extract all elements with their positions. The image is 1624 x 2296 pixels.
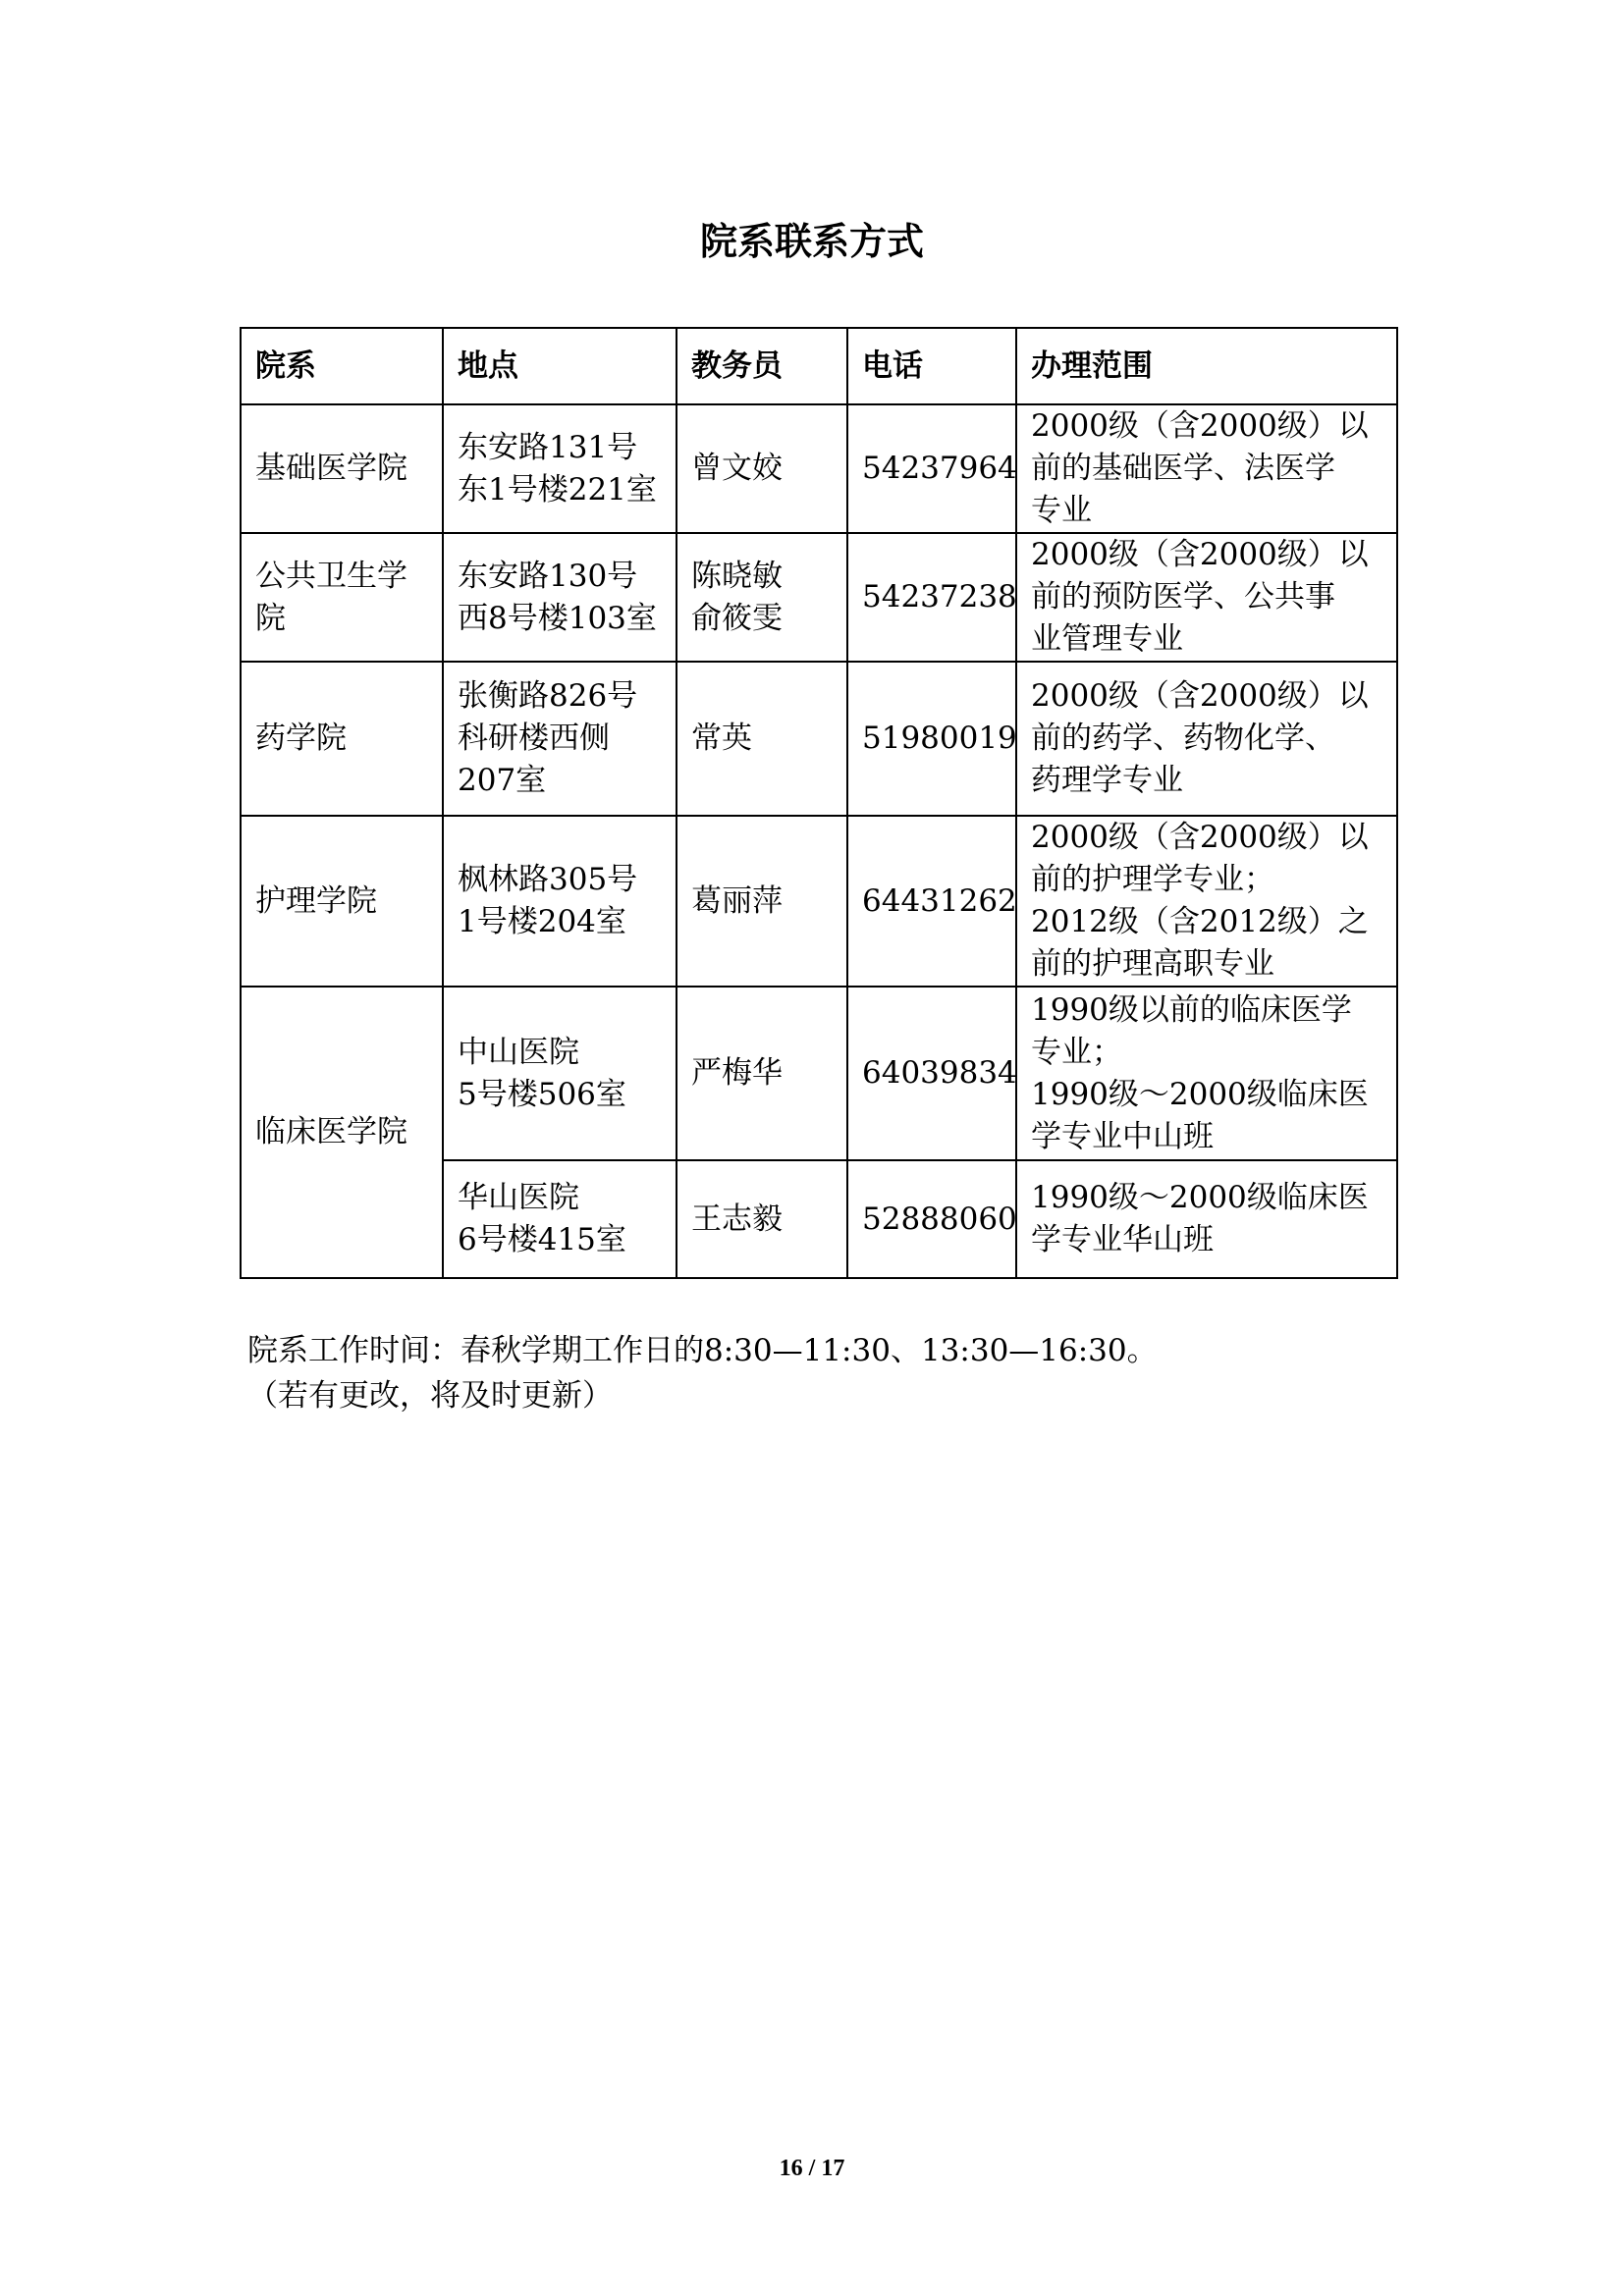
phone-number: 54237238 — [862, 579, 1017, 614]
location-cell — [443, 533, 677, 662]
page-number: 16 / 17 — [779, 2156, 845, 2181]
department-cell — [241, 816, 443, 987]
staff-name: 陈晓敏 — [691, 558, 783, 594]
staff-cell — [677, 662, 847, 816]
department-cell — [241, 404, 443, 533]
scope-line: 业管理专业 — [1031, 621, 1183, 657]
location-cell — [443, 662, 677, 816]
update-note-text: （若有更改，将及时更新） — [247, 1378, 613, 1414]
scope-line: 2012级（含2012级）之 — [1031, 904, 1369, 939]
staff-name: 王志毅 — [691, 1201, 783, 1237]
staff-name: 严梅华 — [691, 1055, 783, 1091]
scope-cell — [1016, 987, 1397, 1160]
scope-line: 前的预防医学、公共事 — [1031, 579, 1335, 614]
header-phone: 电话 — [847, 328, 1016, 404]
location-line: 东1号楼221室 — [458, 471, 657, 507]
scope-line: 1990级～2000级临床医 — [1031, 1076, 1369, 1112]
scope-line: 专业； — [1031, 1034, 1122, 1070]
scope-cell — [1016, 1160, 1397, 1278]
scope-line: 前的基础医学、法医学 — [1031, 451, 1335, 486]
staff-cell — [677, 987, 847, 1160]
phone-number: 51980019 — [862, 721, 1017, 756]
scope-cell — [1016, 662, 1397, 816]
phone-number: 52888060 — [862, 1201, 1017, 1237]
staff-name: 葛丽萍 — [691, 882, 783, 919]
location-line: 科研楼西侧 — [458, 721, 610, 756]
scope-line: 专业 — [1031, 493, 1092, 528]
phone-cell — [847, 662, 1016, 816]
phone-cell — [847, 987, 1016, 1160]
scope-line: 前的药学、药物化学、 — [1031, 721, 1335, 756]
department-cell — [241, 987, 443, 1278]
location-cell — [443, 816, 677, 987]
table-row — [241, 987, 1397, 1160]
phone-cell — [847, 404, 1016, 533]
staff-cell — [677, 404, 847, 533]
phone-number: 54237964 — [862, 451, 1017, 486]
header-location: 地点 — [443, 328, 677, 404]
location-line: 枫林路305号 — [458, 862, 638, 897]
table-row — [241, 662, 1397, 816]
location-line: 东安路131号 — [458, 429, 638, 465]
table-header-row — [241, 328, 1397, 404]
header-scope: 办理范围 — [1016, 328, 1397, 404]
location-line: 1号楼204室 — [458, 904, 626, 939]
location-line: 5号楼506室 — [458, 1076, 626, 1112]
office-hours-text: 院系工作时间：春秋学期工作日的8:30—11:30、13:30—16:30。 — [247, 1333, 1158, 1368]
staff-name: 曾文姣 — [691, 451, 783, 486]
phone-number: 64431262 — [862, 882, 1017, 919]
table-row — [241, 816, 1397, 987]
location-line: 东安路130号 — [458, 558, 638, 594]
department-name: 药学院 — [255, 721, 347, 756]
scope-line: 药理学专业 — [1031, 763, 1183, 798]
scope-line: 2000级（含2000级）以 — [1031, 408, 1369, 444]
staff-name: 常英 — [691, 721, 752, 756]
location-cell — [443, 1160, 677, 1278]
phone-cell — [847, 1160, 1016, 1278]
table-row — [241, 533, 1397, 662]
scope-cell — [1016, 404, 1397, 533]
department-name: 公共卫生学 — [255, 558, 407, 594]
scope-line: 学专业中山班 — [1031, 1118, 1214, 1154]
location-line: 6号楼415室 — [458, 1222, 626, 1257]
scope-line: 1990级～2000级临床医 — [1031, 1180, 1369, 1215]
staff-name: 俞筱雯 — [691, 600, 783, 636]
location-cell — [443, 987, 677, 1160]
staff-cell — [677, 1160, 847, 1278]
scope-line: 2000级（含2000级）以 — [1031, 820, 1369, 855]
location-line: 中山医院 — [458, 1034, 579, 1070]
page-title: 院系联系方式 — [699, 220, 924, 263]
scope-line: 前的护理高职专业 — [1031, 946, 1274, 982]
location-line: 207室 — [458, 763, 547, 798]
phone-number: 64039834 — [862, 1055, 1017, 1091]
contact-table — [240, 327, 1398, 1279]
department-cell — [241, 533, 443, 662]
office-hours-note — [247, 1328, 1158, 1418]
staff-cell — [677, 816, 847, 987]
location-cell — [443, 404, 677, 533]
phone-cell — [847, 816, 1016, 987]
department-name: 基础医学院 — [255, 451, 407, 486]
header-department: 院系 — [241, 328, 443, 404]
location-line: 华山医院 — [458, 1180, 579, 1215]
phone-cell — [847, 533, 1016, 662]
scope-line: 1990级以前的临床医学 — [1031, 991, 1352, 1028]
location-line: 西8号楼103室 — [458, 600, 657, 636]
scope-line: 2000级（含2000级）以 — [1031, 537, 1369, 572]
scope-line: 2000级（含2000级）以 — [1031, 678, 1369, 714]
department-cell — [241, 662, 443, 816]
table-row — [241, 404, 1397, 533]
staff-cell — [677, 533, 847, 662]
scope-line: 前的护理学专业； — [1031, 862, 1274, 897]
department-name: 护理学院 — [255, 882, 377, 919]
scope-line: 学专业华山班 — [1031, 1222, 1214, 1257]
department-name: 临床医学院 — [255, 1114, 407, 1149]
location-line: 张衡路826号 — [458, 678, 638, 714]
header-staff: 教务员 — [677, 328, 847, 404]
department-name: 院 — [255, 600, 286, 636]
scope-cell — [1016, 533, 1397, 662]
scope-cell — [1016, 816, 1397, 987]
